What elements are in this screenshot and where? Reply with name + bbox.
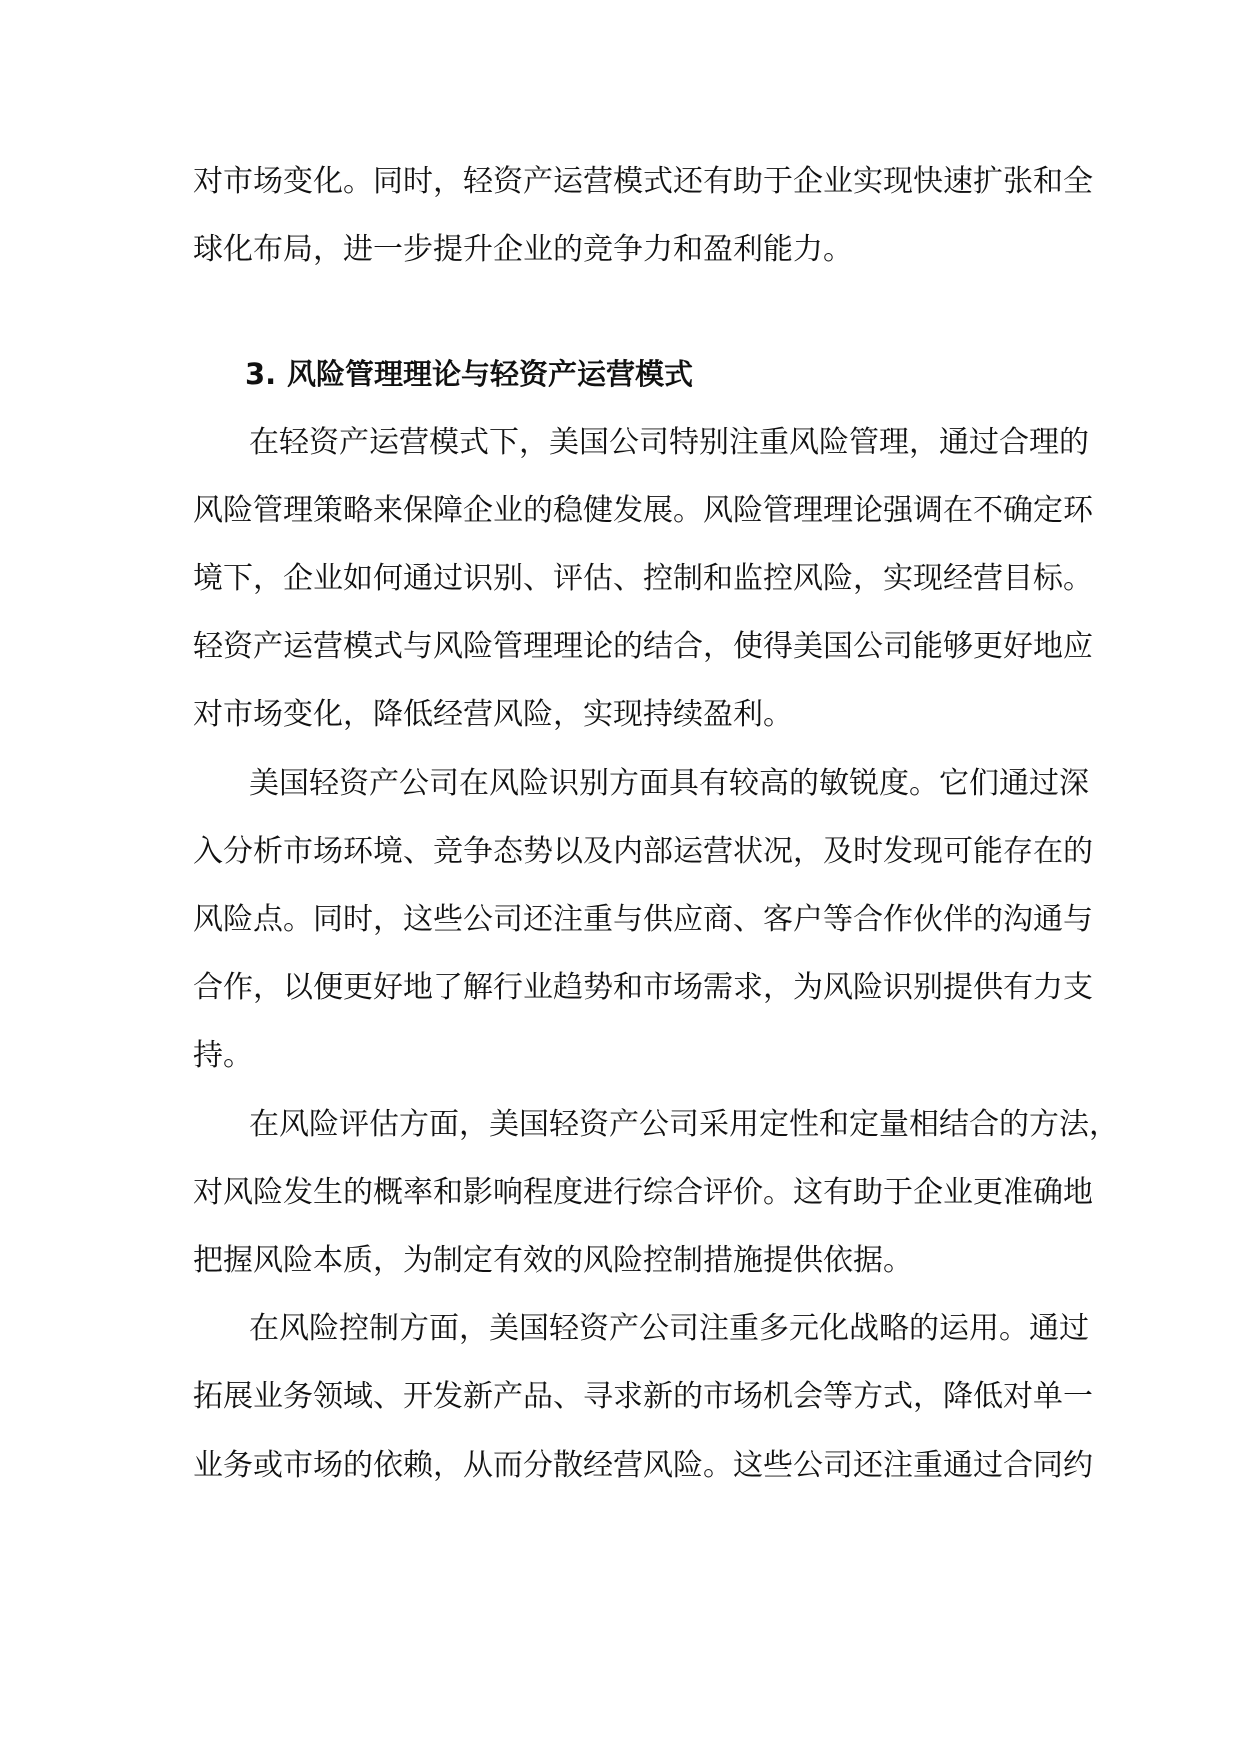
- text-line: 境下，企业如何通过识别、评估、控制和监控风险，实现经营目标。: [193, 561, 1093, 597]
- body-paragraph: [193, 409, 1093, 750]
- section-title: 风险管理理论与轻资产运营模式: [287, 357, 694, 392]
- section-number: 3.: [245, 357, 277, 392]
- text-line: 对风险发生的概率和影响程度进行综合评价。这有助于企业更准确地: [193, 1174, 1093, 1210]
- body-paragraph: [193, 750, 1093, 1091]
- text-line: 入分析市场环境、竞争态势以及内部运营状况，及时发现可能存在的: [193, 833, 1093, 869]
- text-line: 风险点。同时，这些公司还注重与供应商、客户等合作伙伴的沟通与: [193, 902, 1093, 938]
- text-line: 美国轻资产公司在风险识别方面具有较高的敏锐度。它们通过深: [249, 765, 1089, 801]
- text-line: 对市场变化。同时，轻资产运营模式还有助于企业实现快速扩张和全: [193, 164, 1093, 199]
- intro-paragraph: [193, 148, 1093, 284]
- text-line: 把握风险本质，为制定有效的风险控制措施提供依据。: [193, 1243, 913, 1279]
- document-body: [193, 148, 1119, 1500]
- body-paragraph: [193, 1295, 1093, 1500]
- text-line: 拓展业务领域、开发新产品、寻求新的市场机会等方式，降低对单一: [193, 1379, 1093, 1415]
- section-heading: [193, 340, 1053, 408]
- text-line: 在轻资产运营模式下，美国公司特别注重风险管理，通过合理的: [249, 424, 1089, 460]
- text-line: 球化布局，进一步提升企业的竞争力和盈利能力。: [193, 232, 853, 268]
- text-line: 轻资产运营模式与风险管理理论的结合，使得美国公司能够更好地应: [193, 629, 1093, 665]
- text-line: 业务或市场的依赖，从而分散经营风险。这些公司还注重通过合同约: [193, 1447, 1093, 1483]
- text-line: 持。: [193, 1038, 253, 1074]
- text-line: 在风险控制方面，美国轻资产公司注重多元化战略的运用。通过: [249, 1311, 1089, 1347]
- text-line: 在风险评估方面，美国轻资产公司采用定性和定量相结合的方法，: [249, 1106, 1119, 1142]
- body-paragraph: [193, 1091, 1119, 1296]
- text-line: 合作，以便更好地了解行业趋势和市场需求，为风险识别提供有力支: [193, 970, 1093, 1006]
- text-line: 对市场变化，降低经营风险，实现持续盈利。: [193, 697, 793, 733]
- text-line: 风险管理策略来保障企业的稳健发展。风险管理理论强调在不确定环: [193, 492, 1093, 528]
